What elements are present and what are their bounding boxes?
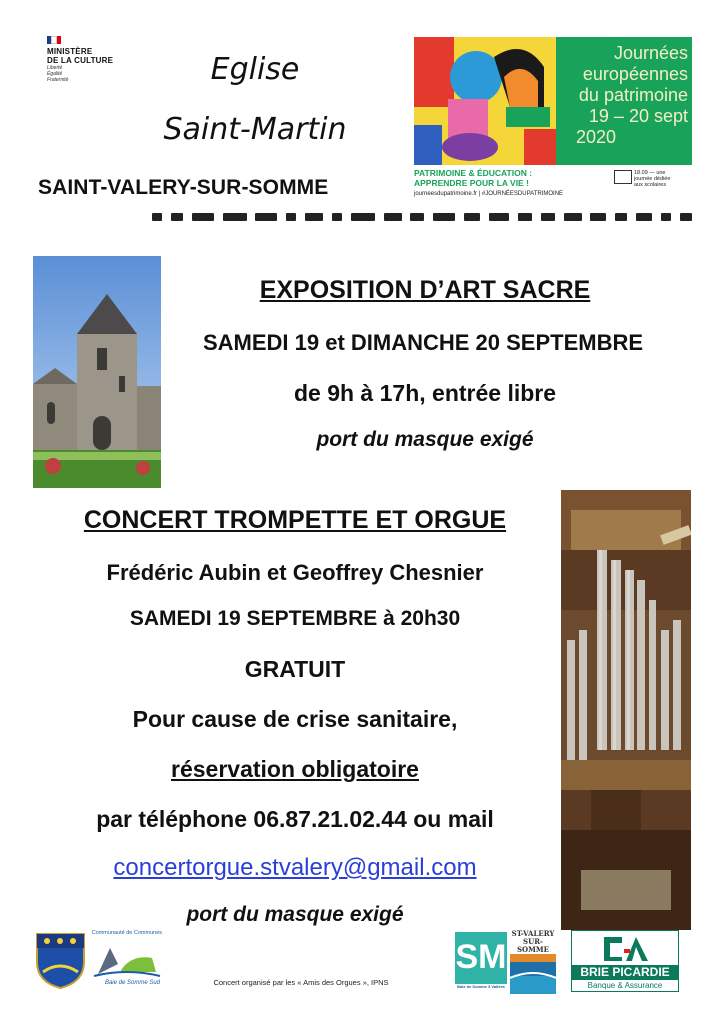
ministry-name-line2: DE LA CULTURE — [47, 56, 114, 65]
concert-date: SAMEDI 19 SEPTEMBRE à 20h30 — [129, 607, 461, 630]
jep-subtitle — [414, 168, 692, 208]
ministry-motto-fraternite: Fraternité — [47, 77, 69, 83]
exposition-title: EXPOSITION D’ART SACRE — [259, 276, 591, 304]
baie-logo-name: Baie de Somme Sud — [104, 980, 160, 986]
jep-artwork — [414, 37, 556, 165]
concert-mask-notice: port du masque exigé — [186, 903, 404, 926]
concert-price: GRATUIT — [244, 656, 346, 682]
jep-line4: 19 – 20 sept — [588, 106, 688, 126]
french-flag-icon — [47, 36, 61, 44]
exposition-dates: SAMEDI 19 et DIMANCHE 20 SEPTEMBRE — [202, 330, 644, 355]
jep-line5: 2020 — [576, 127, 617, 147]
st-valery-logo — [510, 930, 556, 990]
jep-school-text: 18.09 — une journée dédiée aux scolaires — [634, 170, 671, 188]
jep-title-panel — [556, 37, 692, 165]
jep-theme-line2: APPRENDRE POUR LA VIE ! — [414, 178, 529, 188]
church-title-line1: Eglise — [210, 52, 300, 87]
ministry-name-line1: MINISTÈRE — [47, 47, 93, 56]
bank-subtitle: Banque & Assurance — [587, 981, 663, 990]
organ-photo — [561, 490, 691, 930]
jep-school-note — [614, 170, 674, 188]
concert-title: CONCERT TROMPETTE ET ORGUE — [83, 506, 507, 534]
concert-crisis-note: Pour cause de crise sanitaire, — [132, 706, 458, 732]
organizer-note: Concert organisé par les « Amis des Orgues », IPNS — [213, 978, 389, 987]
ministry-logo — [47, 36, 137, 86]
exposition-mask-notice: port du masque exigé — [316, 428, 534, 451]
concert-phone: par téléphone 06.87.21.02.44 ou mail — [96, 806, 494, 832]
bank-name: BRIE PICARDIE — [572, 965, 678, 980]
credit-agricole-logo — [571, 930, 679, 992]
concert-reservation-note: réservation obligatoire — [171, 756, 419, 782]
church-title-line2: Saint-Martin — [163, 112, 347, 147]
partner-logos-strip — [152, 211, 692, 223]
ministry-motto-egalite: Égalité — [47, 71, 63, 77]
concert-email-link[interactable]: concertorgue.stvalery@gmail.com — [113, 854, 477, 881]
baie-de-somme-sud-logo — [90, 930, 162, 990]
jep-line1: Journées — [613, 43, 688, 63]
city-name: SAINT-VALERY-SUR-SOMME — [38, 176, 329, 199]
jep-banner — [414, 37, 692, 165]
sm-logo-caption: Baie de Somme 3 Vallées — [455, 984, 507, 990]
concert-artists: Frédéric Aubin et Geoffrey Chesnier — [106, 560, 484, 585]
jep-theme-line1: PATRIMOINE & ÉDUCATION : — [414, 168, 533, 178]
exposition-hours: de 9h à 17h, entrée libre — [293, 380, 557, 406]
church-photo — [33, 256, 161, 488]
jep-line3: du patrimoine — [578, 85, 688, 105]
credit-agricole-mark-icon — [600, 933, 652, 963]
somme-3-vallees-logo: SM Baie de Somme 3 Vallées — [455, 932, 507, 990]
jep-website: journeesdupatrimoine.fr | #JOURNÉESDUPATRIMOINE — [414, 191, 564, 197]
jep-line2: européennes — [582, 64, 688, 84]
coat-of-arms-logo — [33, 932, 88, 990]
school-icon — [614, 170, 632, 184]
baie-logo-top: Communauté de Communes — [91, 930, 162, 936]
stv-logo-line2: SUR-SOMME — [517, 937, 549, 954]
stv-logo-line1: ST-VALERY — [511, 929, 555, 938]
ministry-motto-liberte: Liberté — [47, 65, 63, 71]
